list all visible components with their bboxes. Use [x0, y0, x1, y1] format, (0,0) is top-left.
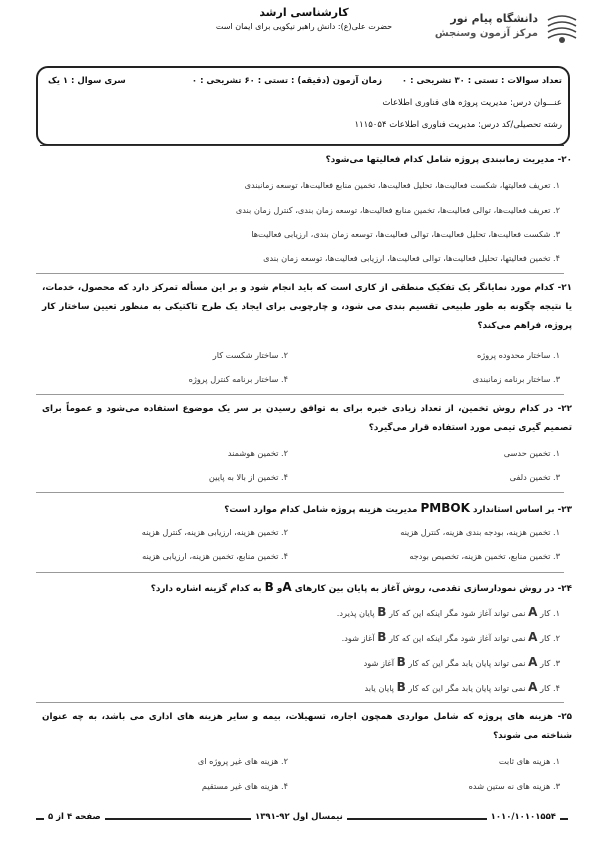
- option-21-3[interactable]: ۳. ساختار برنامه زمانبندی: [472, 374, 560, 384]
- activity-b-label: B: [396, 655, 406, 669]
- question-text-before: در روش نمودارسازی تقدمی، روش آغاز به پایان بین کارهای: [294, 584, 555, 594]
- semester-label: نیمسال اول ۹۲-۱۳۹۱: [251, 812, 347, 822]
- question-23: [42, 499, 572, 520]
- option-middle: نمی تواند آغاز شود مگر اینکه این که کار: [388, 608, 526, 618]
- exam-level-title: کارشناسی ارشد: [259, 6, 349, 19]
- question-count: تعداد سوالات : تستی : ۳۰ تشریحی : ۰: [401, 76, 562, 86]
- question-25: [42, 708, 572, 746]
- pmbok-term: PMBOK: [420, 501, 470, 515]
- center-name: مرکز آزمون وسنجش: [434, 28, 538, 39]
- option-22-4[interactable]: ۴. تخمین از بالا به پایین: [208, 472, 288, 482]
- option-23-4[interactable]: ۴. تخمین منابع، تخمین هزینه، ارزیابی هزینه: [142, 551, 288, 561]
- option-prefix: ۳. کار: [540, 658, 560, 668]
- divider: [36, 394, 564, 395]
- field-and-code: رشته تحصیلی/کد درس: مدیریت فناوری اطلاعات ۱۱۱۵۰۵۴: [354, 120, 562, 130]
- question-22: [42, 400, 572, 438]
- option-21-4[interactable]: ۴. ساختار برنامه کنترل پروژه: [188, 374, 288, 384]
- divider: [36, 702, 564, 703]
- divider: [36, 492, 564, 493]
- divider: [36, 273, 564, 274]
- question-20: [42, 151, 572, 170]
- option-21-2[interactable]: ۲. ساختار شکست کار: [212, 350, 288, 360]
- question-text: مدیریت زمانبندی پروژه شامل کدام فعالیتها می‌شود؟: [325, 155, 555, 165]
- option-25-1[interactable]: ۱. هزینه های ثابت: [498, 756, 560, 766]
- option-prefix: ۴. کار: [540, 683, 560, 693]
- option-23-2[interactable]: ۲. تخمین هزینه، ارزیابی هزینه، کنترل هزینه: [141, 527, 288, 537]
- option-suffix: آغاز شود: [363, 658, 394, 668]
- option-22-1[interactable]: ۱. تخمین حدسی: [503, 448, 560, 458]
- university-name: دانشگاه پیام نور: [450, 12, 538, 25]
- option-22-3[interactable]: ۳. تخمین دلفی: [509, 472, 560, 482]
- question-number: ۲۵-: [557, 712, 572, 722]
- page-number: صفحه ۴ از ۵: [44, 812, 105, 822]
- question-series: سری سوال : ۱ یک: [48, 76, 126, 86]
- option-24-2[interactable]: [342, 630, 560, 644]
- option-prefix: ۱. کار: [540, 608, 560, 618]
- question-number: ۲۲-: [557, 404, 572, 414]
- option-23-1[interactable]: ۱. تخمین هزینه، بودجه بندی هزینه، کنترل هزینه: [400, 527, 560, 537]
- question-number: ۲۴-: [557, 584, 572, 594]
- header-quote: حضرت علی(ع): دانش راهبر نیکویی برای ایمان است: [215, 22, 393, 31]
- option-24-4[interactable]: [364, 680, 560, 694]
- option-middle: نمی تواند پایان یابد مگر این که کار: [408, 658, 526, 668]
- option-23-3[interactable]: ۳. تخمین منابع، تخمین هزینه، تخصیص بودجه: [409, 551, 560, 561]
- activity-a-label: A: [528, 680, 538, 694]
- question-24: [42, 578, 572, 599]
- option-middle: نمی تواند آغاز شود مگر اینکه این که کار: [388, 633, 526, 643]
- question-number: ۲۱-: [557, 283, 572, 293]
- divider: [36, 572, 564, 573]
- option-suffix: پایان یابد: [364, 683, 394, 693]
- option-25-3[interactable]: ۳. هزینه های نه ستین شده: [468, 781, 560, 791]
- option-21-1[interactable]: ۱. ساختار محدوده پروژه: [476, 350, 560, 360]
- activity-b-label: B: [377, 630, 387, 644]
- option-22-2[interactable]: ۲. تخمین هوشمند: [227, 448, 288, 458]
- question-text-after: به کدام گزینه اشاره دارد؟: [150, 584, 262, 594]
- option-25-4[interactable]: ۴. هزینه های غیر مستقیم: [201, 781, 288, 791]
- question-number: ۲۰-: [557, 155, 572, 165]
- question-21: [42, 279, 572, 336]
- option-suffix: آغاز شود.: [341, 633, 375, 643]
- exam-code: ۱۰۱۰/۱۰۱۰۱۵۵۴: [487, 812, 560, 822]
- conjunction: و: [276, 584, 283, 594]
- option-prefix: ۲. کار: [540, 633, 560, 643]
- option-20-3[interactable]: ۳. شکست فعالیت‌ها، تحلیل فعالیت‌ها، توالی فعالیت‌ها، توسعه زمان بندی، ارزیابی فعالیت‌ها: [251, 229, 560, 239]
- question-text: در کدام روش تخمین، از تعداد زیادی خبره برای به توافق رسیدن بر سر یک موضوع استفاده می‌شود و عموماً برای تصمیم گیری تیمی مورد استفاده قرار می‌گیرد؟: [42, 404, 572, 433]
- option-20-4[interactable]: ۴. تخمین فعالیتها، تحلیل فعالیت‌ها، توالی فعالیت‌ها، ارزیابی فعالیت‌ها، توسعه زمان بندی: [263, 253, 560, 263]
- university-emblem-icon: [544, 10, 580, 46]
- question-text: هزینه های پروژه که شامل مواردی همچون اجاره، تسهیلات، بیمه و سایر هزینه های اداری می باشد، به چه عنوان شناخته می شوند؟: [42, 712, 572, 741]
- question-text-before: بر اساس استاندارد: [472, 505, 555, 515]
- exam-time: زمان آزمون (دقیقه) : تستی : ۶۰ تشریحی : ۰: [191, 76, 382, 86]
- question-text: کدام مورد نمایانگر یک تفکیک منطقی از کاری است که باید انجام شود و بر این مسأله تمرکز دارد که محصول، خدمات، یا نتیجه چگونه به طور طبیعی تقسیم بندی می شود، و چارچوبی برای ایجاد یک طرح تاکتیکی به منظور تعیین ساختار کار پروژه، فراهم می‌کند؟: [42, 283, 572, 331]
- option-24-3[interactable]: [364, 655, 560, 669]
- activity-b-label: B: [377, 605, 387, 619]
- page-footer: [36, 812, 568, 824]
- course-title: عنـــوان درس: مدیریت پروژه های فناوری اطلاعات: [382, 98, 562, 108]
- option-24-1[interactable]: [337, 605, 560, 619]
- activity-b-label: B: [396, 680, 406, 694]
- activity-a-label: A: [282, 580, 292, 594]
- header-underline: [40, 145, 564, 146]
- activity-a-label: A: [528, 605, 538, 619]
- option-20-2[interactable]: ۲. تعریف فعالیت‌ها، توالی فعالیت‌ها، تخمین منابع فعالیت‌ها، توسعه زمان بندی، کنترل زمان بندی: [235, 205, 560, 215]
- option-suffix: پایان پذیرد.: [336, 608, 375, 618]
- university-logo: [420, 8, 580, 50]
- question-number: ۲۳-: [557, 505, 572, 515]
- activity-b-label: B: [264, 580, 274, 594]
- option-20-1[interactable]: ۱. تعریف فعالیتها، شکست فعالیت‌ها، تحلیل فعالیت‌ها، تخمین منابع فعالیت‌ها، توسعه زمانبندی: [244, 180, 560, 190]
- option-middle: نمی تواند پایان یابد مگر این که کار: [408, 683, 526, 693]
- activity-a-label: A: [528, 655, 538, 669]
- activity-a-label: A: [528, 630, 538, 644]
- question-text-after: مدیریت هزینه پروژه شامل کدام موارد است؟: [224, 505, 418, 515]
- option-25-2[interactable]: ۲. هزینه های غیر پروژه ای: [197, 756, 288, 766]
